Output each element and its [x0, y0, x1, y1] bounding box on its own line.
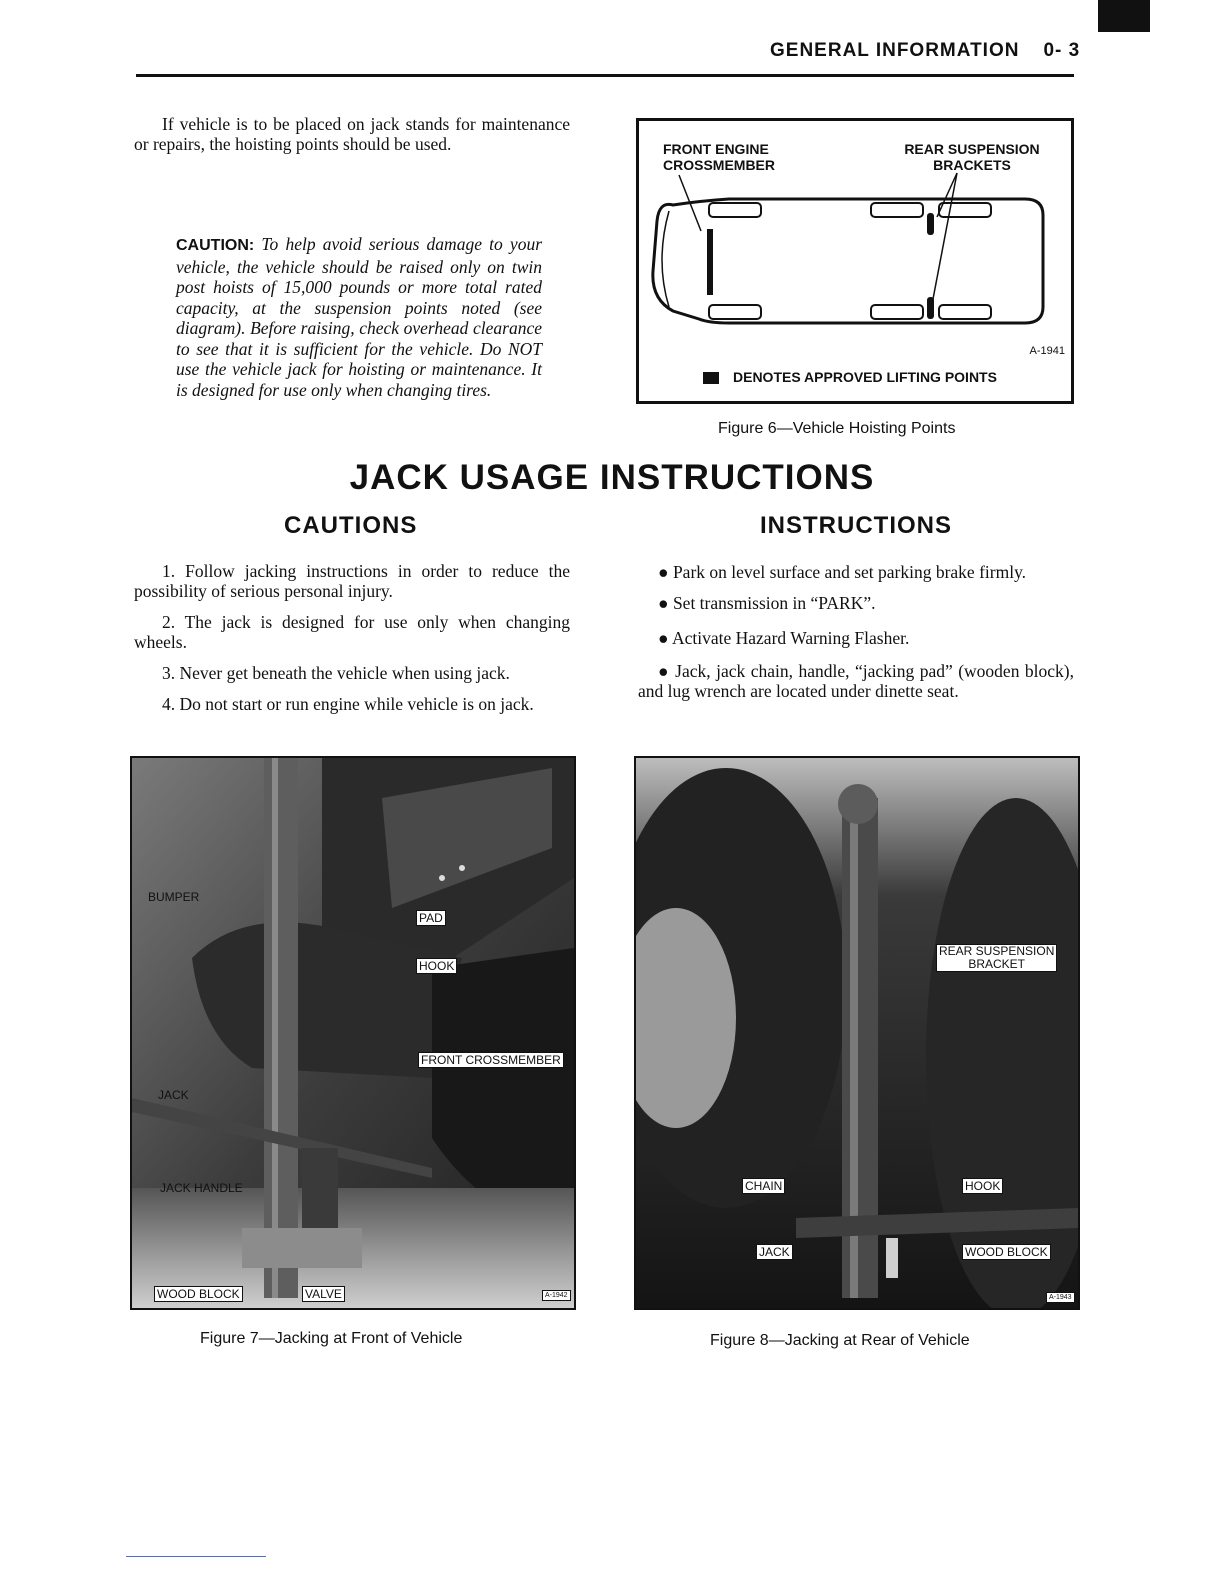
caution-item: 4. Do not start or run engine while vehicle is on jack. — [162, 694, 534, 714]
jack-front-photo-illustration — [132, 758, 574, 1308]
header-section: GENERAL INFORMATION — [770, 40, 1020, 61]
running-header — [770, 40, 1080, 62]
label-rear-suspension-line: REAR SUSPENSION — [939, 944, 1055, 958]
caution-text: To help avoid serious damage to your vehicle, the vehicle should be raised only on twin post hoists of 15,000 pounds or more total rated capacity, at the suspension points noted (see diagram). Before raising, check overhead clearance to see that it is sufficient for the vehicle. Do NOT use the vehicle jack for hoisting or maintenance. It is designed for use only when changing tires. — [176, 234, 543, 400]
label-brackets: BRACKETS — [933, 157, 1011, 173]
label-crossmember: CROSSMEMBER — [663, 157, 776, 173]
intro-paragraph: If vehicle is to be placed on jack stands for maintenance or repairs, the hoisting points should be used. — [134, 114, 570, 154]
figure-8-code: A-1943 — [1046, 1292, 1075, 1303]
cautions-list — [134, 561, 570, 725]
instruction-item: ● Jack, jack chain, handle, “jacking pad” (wooden block), and lug wrench are located under dinette seat. — [638, 661, 1074, 701]
label-bracket-line: BRACKET — [968, 957, 1026, 971]
figure-6-code: A-1941 — [1029, 345, 1065, 357]
corner-tab-mark — [1098, 0, 1150, 32]
label-jack: JACK — [158, 1088, 189, 1102]
label-wood-block: WOOD BLOCK — [154, 1286, 243, 1302]
header-rule — [136, 74, 1074, 77]
label-wood-block: WOOD BLOCK — [962, 1244, 1051, 1260]
label-jack: JACK — [756, 1244, 793, 1260]
label-rear-suspension: REAR SUSPENSION — [904, 141, 1040, 157]
page-number: 0- 3 — [1043, 40, 1081, 61]
label-hook: HOOK — [962, 1178, 1003, 1194]
label-pad: PAD — [416, 910, 446, 926]
figure-7-caption: Figure 7—Jacking at Front of Vehicle — [200, 1330, 463, 1347]
cautions-heading: CAUTIONS — [284, 512, 418, 539]
caution-item: 3. Never get beneath the vehicle when using jack. — [162, 663, 510, 683]
label-jack-handle: JACK HANDLE — [160, 1181, 243, 1195]
caution-label: CAUTION: — [176, 237, 255, 254]
jack-rear-photo-illustration — [636, 758, 1078, 1308]
label-chain: CHAIN — [742, 1178, 785, 1194]
label-rear-suspension-bracket — [936, 944, 1057, 972]
figure-7-photo — [130, 756, 576, 1310]
label-hook: HOOK — [416, 958, 457, 974]
footer-rule — [126, 1556, 266, 1557]
label-front-engine: FRONT ENGINE — [663, 141, 769, 157]
instruction-item: ● Set transmission in “PARK”. — [658, 593, 876, 613]
label-front-crossmember: FRONT CROSSMEMBER — [418, 1052, 564, 1068]
instructions-heading: INSTRUCTIONS — [760, 512, 952, 539]
label-valve: VALVE — [302, 1286, 345, 1302]
caution-item: 2. The jack is designed for use only when changing wheels. — [134, 612, 570, 652]
caution-item: 1. Follow jacking instructions in order to reduce the possibility of serious personal injury. — [134, 561, 570, 601]
section-title: JACK USAGE INSTRUCTIONS — [349, 458, 875, 497]
figure-8-photo — [634, 756, 1080, 1310]
figure-8-caption: Figure 8—Jacking at Rear of Vehicle — [710, 1332, 970, 1349]
caution-block — [176, 234, 542, 400]
instructions-list — [638, 562, 1074, 712]
figure-7-code: A-1942 — [542, 1290, 571, 1301]
figure-6-legend: DENOTES APPROVED LIFTING POINTS — [733, 369, 997, 385]
figure-6-caption: Figure 6—Vehicle Hoisting Points — [718, 420, 956, 437]
figure-6-diagram — [636, 118, 1074, 404]
label-bumper: BUMPER — [148, 890, 200, 904]
instruction-item: ● Activate Hazard Warning Flasher. — [658, 628, 910, 648]
instruction-item: ● Park on level surface and set parking brake firmly. — [658, 562, 1027, 582]
